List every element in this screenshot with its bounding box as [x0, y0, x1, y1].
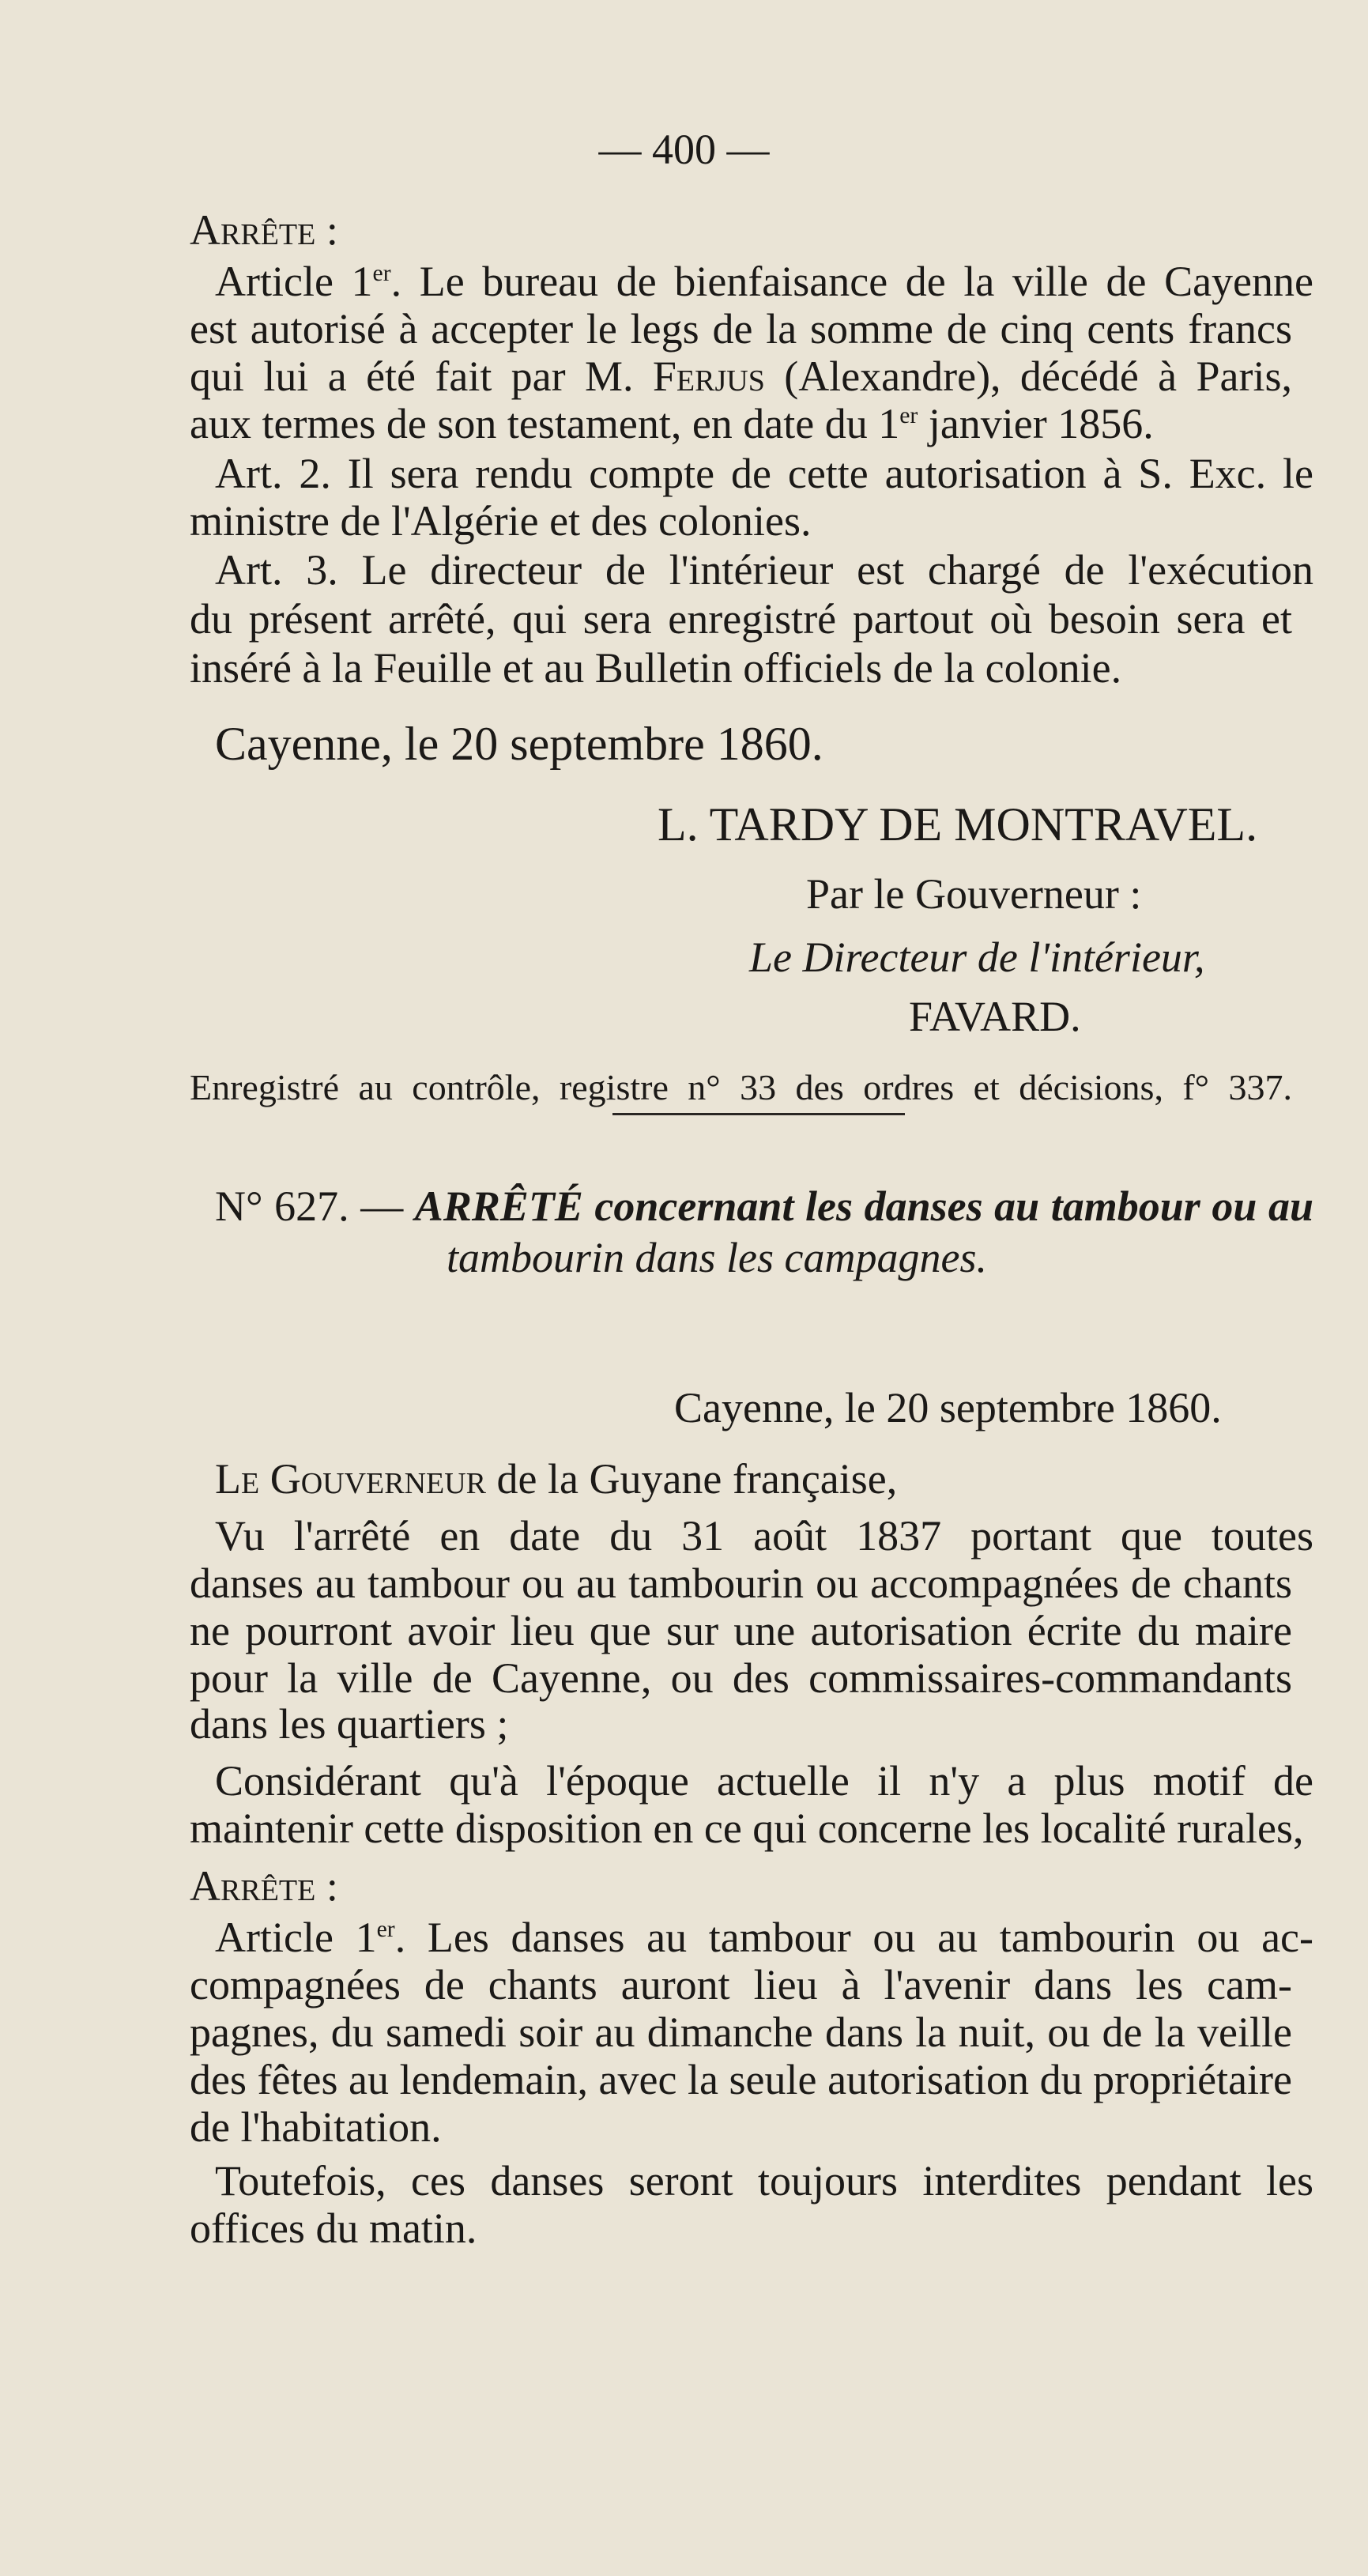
page-number: — 400 — [598, 126, 770, 173]
decree-date: Cayenne, le 20 septembre 1860. [215, 718, 823, 770]
article-1-b-line-5: de l'habitation. [190, 2103, 442, 2151]
article-3-line-2: du présent arrêté, qui sera enregistré partout où besoin sera et [190, 595, 1292, 643]
vu-line-1: Vu l'arrêté en date du 31 août 1837 portant que toutes [215, 1512, 1313, 1560]
decree-date-2: Cayenne, le 20 septembre 1860. [674, 1384, 1222, 1431]
favard-signature: FAVARD. [909, 993, 1081, 1040]
section-divider [612, 1113, 905, 1115]
article-1-line-2: est autorisé à accepter le legs de la somme de cinq cents francs [190, 305, 1292, 353]
decree-title-line-1: N° 627. — ARRÊTÉ concernant les danses au tambour ou au [215, 1182, 1314, 1230]
article-1-line-4: aux termes de son testament, en date du 1er janvier 1856. [190, 400, 1154, 447]
article-1-b-line-4: des fêtes au lendemain, avec la seule autorisation du propriétaire [190, 2056, 1292, 2103]
article-3-line-3: inséré à la Feuille et au Bulletin officiels de la colonie. [190, 644, 1122, 692]
decree-title-line-2: tambourin dans les campagnes. [447, 1234, 987, 1281]
article-2-line-1: Art. 2. Il sera rendu compte de cette autorisation à S. Exc. le [215, 450, 1313, 497]
arrete-heading-2: Arrête : [190, 1862, 338, 1910]
arrete-heading: Arrête : [190, 206, 338, 254]
person-name: Ferjus [652, 353, 765, 400]
vu-line-2: danses au tambour ou au tambourin ou accompagnées de chants [190, 1560, 1292, 1607]
toutefois-line-2: offices du matin. [190, 2204, 477, 2252]
article-2-line-2: ministre de l'Algérie et des colonies. [190, 497, 812, 545]
toutefois-line-1: Toutefois, ces danses seront toujours interdites pendant les [215, 2157, 1313, 2204]
par-le-gouverneur: Par le Gouverneur : [806, 870, 1142, 918]
article-1-line-1: Article 1er. Le bureau de bienfaisance de la ville de Cayenne [215, 258, 1313, 305]
article-1-b-line-3: pagnes, du samedi soir au dimanche dans la nuit, ou de la veille [190, 2008, 1292, 2056]
vu-line-4: pour la ville de Cayenne, ou des commissaires-commandants [190, 1654, 1292, 1702]
registration-note: Enregistré au contrôle, registre n° 33 des ordres et décisions, f° 337. [190, 1067, 1292, 1107]
considerant-line-2: maintenir cette disposition en ce qui concerne les localité rurales, [190, 1805, 1304, 1852]
article-3-line-1: Art. 3. Le directeur de l'intérieur est chargé de l'exécution [215, 546, 1313, 594]
vu-line-5: dans les quartiers ; [190, 1700, 509, 1748]
article-1-b-line-2: compagnées de chants auront lieu à l'avenir dans les cam- [190, 1961, 1292, 2008]
signature: L. TARDY DE MONTRAVEL. [658, 798, 1258, 850]
article-1-line-3: qui lui a été fait par M. Ferjus (Alexandre), décédé à Paris, [190, 353, 1292, 400]
article-1-b-line-1: Article 1er. Les danses au tambour ou au tambourin ou ac- [215, 1914, 1313, 1961]
vu-line-3: ne pourront avoir lieu que sur une autorisation écrite du maire [190, 1607, 1292, 1654]
considerant-line-1: Considérant qu'à l'époque actuelle il n'y a plus motif de [215, 1757, 1313, 1805]
directeur-interieur: Le Directeur de l'intérieur, [749, 933, 1205, 981]
gouverneur-line: Le Gouverneur de la Guyane française, [215, 1455, 898, 1503]
